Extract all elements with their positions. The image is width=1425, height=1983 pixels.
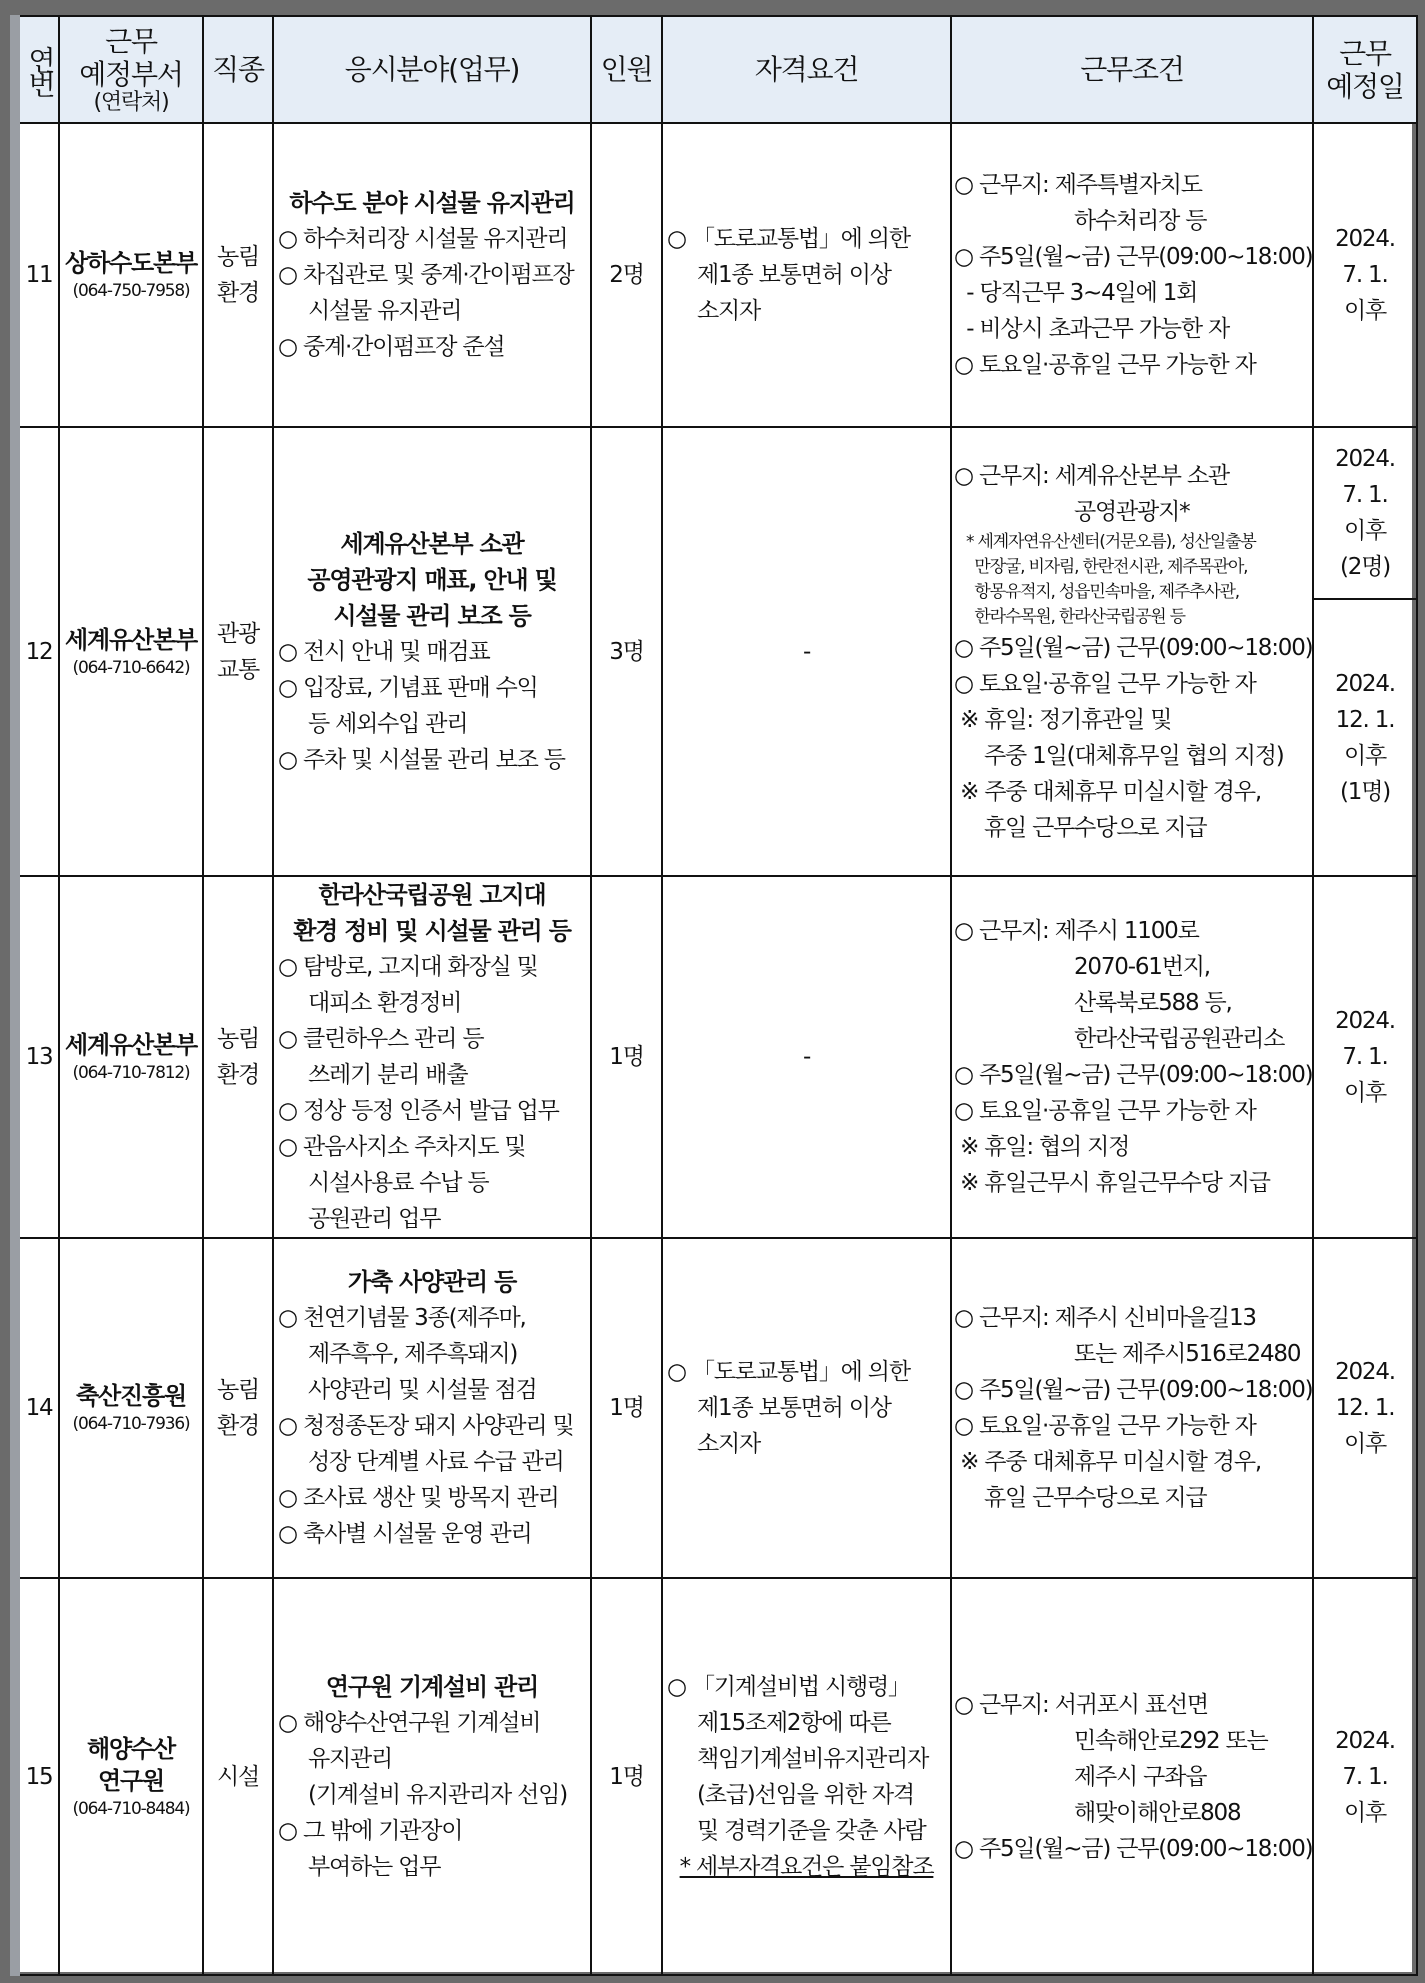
field-line: ○ 조사료 생산 및 방목지 관리 — [278, 1485, 559, 1511]
row-number: 11 — [15, 123, 59, 427]
field-line: ○ 청정종돈장 돼지 사양관리 및 — [278, 1413, 574, 1439]
dept-name: 세계유산본부 — [65, 1031, 197, 1059]
dept-cell — [59, 1578, 203, 1975]
headcount: 1명 — [591, 1578, 662, 1975]
qualification-cell — [662, 427, 951, 876]
cond-line: ※ 휴일근무시 휴일근무수당 지급 — [954, 1170, 1270, 1196]
field-line: ○ 그 밖에 기관장이 — [278, 1817, 463, 1844]
start-date-line: 7. 1. — [1342, 262, 1388, 288]
start-date-group — [1314, 600, 1416, 875]
cond-line: ※ 휴일: 협의 지정 — [954, 1134, 1130, 1160]
field-line: ○ 클린하우스 관리 등 — [278, 1026, 484, 1052]
dept-phone: (064-710-7812) — [72, 1063, 190, 1083]
condition-cell — [951, 876, 1313, 1238]
start-date-line: 2024. — [1335, 226, 1395, 252]
field-line: 한라산국립공원 고지대 — [318, 881, 546, 909]
header-cond: 근무조건 — [951, 16, 1313, 123]
qual-line: 소지자 — [697, 298, 761, 324]
field-line: ○ 축사별 시설물 운영 관리 — [278, 1521, 532, 1547]
job-type: 환경 — [216, 280, 260, 306]
headcount: 1명 — [591, 1238, 662, 1578]
headcount: 1명 — [591, 876, 662, 1238]
cond-line: 휴일 근무수당으로 지급 — [984, 1485, 1207, 1511]
job-posting-table — [10, 15, 1418, 1976]
cond-line: 공영관광지* — [1074, 498, 1190, 525]
header-date — [1313, 16, 1417, 123]
field-line: ○ 중계·간이펌프장 준설 — [278, 334, 505, 360]
qual-line: ○ 「기계설비법 시행령」 — [667, 1673, 910, 1700]
job-type: 농림 — [216, 244, 260, 270]
start-date-line: 7. 1. — [1342, 482, 1388, 508]
start-date-line: 이후 — [1343, 742, 1387, 769]
qual-line: - — [802, 638, 811, 665]
cond-line: ※ 휴일: 정기휴관일 및 — [954, 706, 1172, 733]
start-date-line: 이후 — [1343, 1799, 1387, 1826]
field-cell — [273, 876, 591, 1238]
dept-cell — [59, 1238, 203, 1578]
job-type-cell — [203, 427, 273, 876]
cond-line: 2070-61번지, — [1074, 954, 1210, 980]
cond-line: * 세계자연유산센터(거문오름), 성산일출봉 — [966, 531, 1256, 552]
cond-line: ○ 근무지: 제주시 1100로 — [954, 918, 1199, 944]
field-line: ○ 주차 및 시설물 관리 보조 등 — [278, 746, 565, 773]
qual-line: 제15조제2항에 따른 — [697, 1709, 891, 1736]
field-line: 쓰레기 분리 배출 — [308, 1062, 468, 1088]
header-qual: 자격요건 — [662, 16, 951, 123]
start-date-line: 이후 — [1343, 1080, 1387, 1106]
field-line: ○ 탐방로, 고지대 화장실 및 — [278, 954, 538, 980]
job-type: 농림 — [216, 1377, 260, 1403]
job-type: 관광 — [216, 620, 260, 647]
header-date-line: 예정일 — [1326, 69, 1404, 103]
qualification-cell — [662, 876, 951, 1238]
qual-line: * 세부자격요건은 붙임참조 — [679, 1853, 934, 1880]
job-type-cell — [203, 1238, 273, 1578]
dept-phone: (064-750-7958) — [72, 281, 190, 301]
dept-cell — [59, 876, 203, 1238]
cond-line: 항몽유적지, 성읍민속마을, 제주추사관, — [966, 581, 1239, 602]
row-number: 13 — [15, 876, 59, 1238]
start-date-cell — [1313, 1578, 1417, 1975]
qual-line: 소지자 — [697, 1431, 761, 1457]
field-line: ○ 정상 등정 인증서 발급 업무 — [278, 1098, 559, 1124]
table-row — [15, 1238, 1417, 1578]
table-row — [15, 1578, 1417, 1975]
job-type: 농림 — [216, 1026, 260, 1052]
field-line: 성장 단계별 사료 수급 관리 — [308, 1449, 564, 1475]
qual-line: 및 경력기준을 갖춘 사람 — [697, 1817, 926, 1844]
cond-line: ○ 주5일(월~금) 근무(09:00~18:00) — [954, 634, 1313, 661]
field-line: 시설물 관리 보조 등 — [333, 601, 531, 630]
dept-phone: (064-710-8484) — [72, 1798, 190, 1819]
start-date-cell — [1313, 1238, 1417, 1578]
field-line: 공원관리 업무 — [308, 1206, 441, 1232]
job-type: 교통 — [216, 656, 260, 683]
field-line: 대피소 환경정비 — [308, 990, 462, 1016]
field-cell — [273, 1578, 591, 1975]
dept-name: 해양수산 — [87, 1734, 175, 1763]
field-line: 시설사용료 수납 등 — [308, 1170, 489, 1196]
cond-line: 민속해안로292 또는 — [1074, 1727, 1268, 1754]
cond-line: ○ 근무지: 제주특별자치도 — [954, 172, 1202, 198]
row-number: 15 — [15, 1578, 59, 1975]
condition-cell — [951, 1238, 1313, 1578]
qual-line: 책임기계설비유지관리자 — [697, 1745, 929, 1772]
field-line: ○ 천연기념물 3종(제주마, — [278, 1305, 526, 1331]
start-date-cell — [1313, 876, 1417, 1238]
field-line: ○ 관음사지소 주차지도 및 — [278, 1134, 526, 1160]
job-type-cell — [203, 1578, 273, 1975]
start-date-cell — [1313, 427, 1417, 876]
dept-name: 세계유산본부 — [65, 625, 197, 654]
job-type: 환경 — [216, 1062, 260, 1088]
cond-line: ※ 주중 대체휴무 미실시할 경우, — [954, 778, 1261, 805]
dept-cell — [59, 123, 203, 427]
cond-line: 하수처리장 등 — [1074, 208, 1207, 234]
headcount: 3명 — [591, 427, 662, 876]
dept-phone: (064-710-7936) — [72, 1414, 190, 1434]
start-date-line: 2024. — [1335, 1727, 1395, 1754]
header-dept-line: 예정부서 — [79, 57, 183, 91]
cond-line: 주중 1일(대체휴무일 협의 지정) — [984, 742, 1284, 769]
qual-line: 제1종 보통면허 이상 — [697, 1395, 891, 1421]
cond-line: - 당직근무 3~4일에 1회 — [954, 280, 1198, 306]
header-type: 직종 — [203, 16, 273, 123]
headcount: 2명 — [591, 123, 662, 427]
condition-cell — [951, 1578, 1313, 1975]
field-line: 하수도 분야 시설물 유지관리 — [289, 189, 575, 217]
start-date-line: 12. 1. — [1335, 706, 1395, 733]
field-cell — [273, 123, 591, 427]
start-date-line: 7. 1. — [1342, 1044, 1388, 1070]
field-line: 유지관리 — [308, 1745, 393, 1772]
table-row — [15, 876, 1417, 1238]
cond-line: ○ 주5일(월~금) 근무(09:00~18:00) — [954, 1835, 1313, 1862]
header-row — [15, 16, 1417, 123]
field-line: ○ 해양수산연구원 기계설비 — [278, 1709, 541, 1736]
job-type: 시설 — [216, 1763, 260, 1790]
cond-line: 한라산국립공원관리소 — [1074, 1026, 1285, 1052]
start-date-cell — [1313, 123, 1417, 427]
field-line: ○ 차집관로 및 중계·간이펌프장 — [278, 262, 574, 288]
job-posting-table-sheet — [10, 15, 1412, 1972]
cond-line: 한라수목원, 한라산국립공원 등 — [966, 606, 1185, 627]
qual-line: - — [802, 1044, 811, 1070]
header-field: 응시분야(업무) — [273, 16, 591, 123]
field-line: 세계유산본부 소관 — [340, 529, 524, 558]
start-date-line: 2024. — [1335, 446, 1395, 472]
field-line: 등 세외수입 관리 — [308, 710, 468, 737]
field-line: 사양관리 및 시설물 점검 — [308, 1377, 537, 1403]
start-date-line: 2024. — [1335, 1008, 1395, 1034]
field-line: 시설물 유지관리 — [308, 298, 462, 324]
cond-line: - 비상시 초과근무 가능한 자 — [954, 316, 1229, 342]
row-number: 12 — [15, 427, 59, 876]
table-row — [15, 123, 1417, 427]
cond-line: ○ 주5일(월~금) 근무(09:00~18:00) — [954, 244, 1313, 270]
job-type: 환경 — [216, 1413, 260, 1439]
header-dept-line: 근무 — [105, 24, 157, 58]
start-date-line: 2024. — [1335, 1359, 1395, 1385]
cond-line: ○ 근무지: 세계유산본부 소관 — [954, 462, 1229, 489]
dept-name: 연구원 — [98, 1766, 164, 1795]
cond-line: 제주시 구좌읍 — [1074, 1763, 1207, 1790]
cond-line: ○ 토요일·공휴일 근무 가능한 자 — [954, 352, 1256, 378]
job-type-cell — [203, 123, 273, 427]
start-date-line: 이후 — [1343, 298, 1387, 324]
condition-cell — [951, 427, 1313, 876]
field-line: 공영관광지 매표, 안내 및 — [307, 565, 557, 594]
table-row — [15, 427, 1417, 876]
cond-line: ○ 토요일·공휴일 근무 가능한 자 — [954, 670, 1256, 697]
field-line: ○ 입장료, 기념표 판매 수익 — [278, 674, 538, 701]
dept-cell — [59, 427, 203, 876]
start-date-group — [1314, 428, 1416, 600]
start-date-line: 이후 — [1343, 1431, 1387, 1457]
row-number: 14 — [15, 1238, 59, 1578]
field-cell — [273, 427, 591, 876]
cond-line: ○ 근무지: 서귀포시 표선면 — [954, 1691, 1208, 1718]
condition-cell — [951, 123, 1313, 427]
field-line: 제주흑우, 제주흑돼지) — [308, 1341, 518, 1367]
field-line: (기계설비 유지관리자 선임) — [308, 1781, 567, 1808]
cond-line: ※ 주중 대체휴무 미실시할 경우, — [954, 1449, 1261, 1475]
cond-line: 해맞이해안로808 — [1074, 1799, 1241, 1826]
dept-phone: (064-710-6642) — [72, 657, 190, 678]
qual-line: (초급)선임을 위한 자격 — [697, 1781, 914, 1808]
qualification-cell — [662, 1578, 951, 1975]
header-dept — [59, 16, 203, 123]
start-date-line: 이후 — [1343, 518, 1387, 544]
header-no-label: 연번 — [24, 45, 57, 94]
dept-name: 축산진흥원 — [76, 1382, 186, 1410]
header-dept-contact: (연락처) — [93, 89, 169, 115]
qual-line: 제1종 보통면허 이상 — [697, 262, 891, 288]
field-cell — [273, 1238, 591, 1578]
field-line: 가축 사양관리 등 — [347, 1268, 517, 1296]
cond-line: 휴일 근무수당으로 지급 — [984, 814, 1207, 841]
cond-line: ○ 토요일·공휴일 근무 가능한 자 — [954, 1413, 1256, 1439]
start-date-line: 7. 1. — [1342, 1763, 1388, 1790]
qualification-cell — [662, 1238, 951, 1578]
field-line: 연구원 기계설비 관리 — [325, 1672, 539, 1701]
cond-line: ○ 토요일·공휴일 근무 가능한 자 — [954, 1098, 1256, 1124]
start-date-line: 2024. — [1335, 670, 1395, 697]
header-date-line: 근무 — [1339, 36, 1391, 70]
qualification-cell — [662, 123, 951, 427]
job-type-cell — [203, 876, 273, 1238]
field-line: ○ 전시 안내 및 매검표 — [278, 638, 490, 665]
cond-line: 산록북로588 등, — [1074, 990, 1232, 1016]
start-date-line: (1명) — [1340, 778, 1390, 805]
start-date-split — [1314, 428, 1416, 875]
header-no — [15, 16, 59, 123]
cond-line: 만장굴, 비자림, 한란전시관, 제주목관아, — [966, 556, 1248, 577]
field-line: 부여하는 업무 — [308, 1853, 441, 1880]
cond-line: ○ 근무지: 제주시 신비마을길13 — [954, 1305, 1256, 1331]
field-line: ○ 하수처리장 시설물 유지관리 — [278, 226, 568, 252]
start-date-line: (2명) — [1340, 554, 1390, 580]
start-date-line: 12. 1. — [1335, 1395, 1395, 1421]
header-count: 인원 — [591, 16, 662, 123]
cond-line: ○ 주5일(월~금) 근무(09:00~18:00) — [954, 1062, 1313, 1088]
cond-line: 또는 제주시516로2480 — [1074, 1341, 1301, 1367]
field-line: 환경 정비 및 시설물 관리 등 — [293, 917, 571, 945]
cond-line: ○ 주5일(월~금) 근무(09:00~18:00) — [954, 1377, 1313, 1403]
qual-line: ○ 「도로교통법」에 의한 — [667, 226, 910, 252]
dept-name: 상하수도본부 — [65, 249, 197, 277]
qual-line: ○ 「도로교통법」에 의한 — [667, 1359, 910, 1385]
